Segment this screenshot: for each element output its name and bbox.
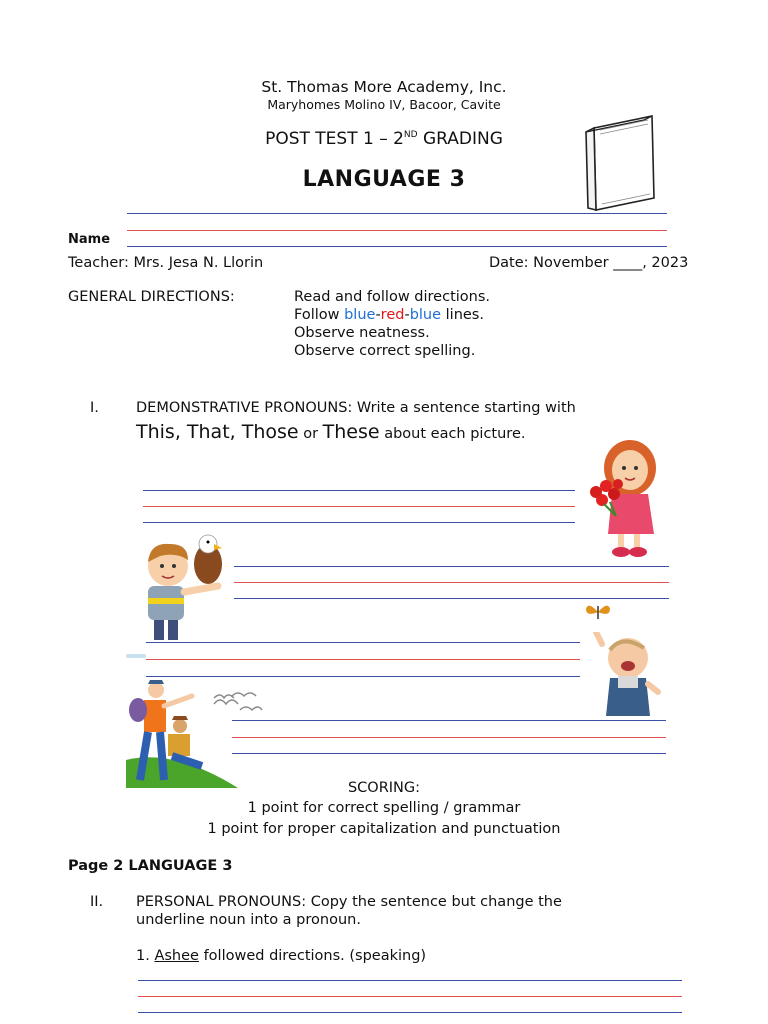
section2-instruction-2: underline noun into a pronoun. [136,912,361,928]
word-red: red [380,307,405,323]
decorative-mark [126,654,146,658]
section1-number: I. [90,400,99,416]
direction-2-prefix: Follow [294,307,345,323]
dash: - [404,307,410,323]
section2-number: II. [90,894,104,910]
directions-label: GENERAL DIRECTIONS: [68,289,235,305]
birds-icon [212,690,264,716]
writing-line-5-top [138,980,682,981]
section2-instruction-1: PERSONAL PRONOUNS: Copy the sentence but change the [136,894,562,910]
test-title-prefix: POST TEST 1 – 2 [265,129,404,149]
subject-title: LANGUAGE 3 [302,167,466,192]
direction-2-suffix: lines. [441,307,484,323]
writing-line-1-middle [143,506,575,507]
page2-heading: Page 2 LANGUAGE 3 [68,858,233,874]
writing-line-4-top [232,720,666,721]
word-blue: blue [409,307,442,323]
laughing-baby-image [592,632,662,718]
underlined-noun: Ashee [154,948,199,964]
school-name: St. Thomas More Academy, Inc. [261,78,507,96]
writing-line-1-top [143,490,575,491]
school-address: Maryhomes Molino IV, Bacoor, Cavite [267,97,501,112]
dash: - [375,307,381,323]
writing-line-5-middle [138,996,682,997]
date-text: Date: November ____, 2023 [489,255,689,271]
name-line-bottom [127,246,667,247]
direction-3: Observe neatness. [294,325,430,341]
name-label: Name [68,232,111,247]
scoring-title: SCORING: [347,780,421,796]
writing-line-3-middle [146,659,580,660]
name-line-top [127,213,667,214]
writing-line-5-bottom [138,1012,682,1013]
writing-line-2-middle [234,582,669,583]
item-1-rest: followed directions. (speaking) [198,948,427,964]
writing-line-4-middle [232,737,666,738]
pronoun-these: These [322,421,380,443]
pronoun-tail: about each picture. [379,426,526,442]
scoring-line-1: 1 point for correct spelling / grammar [247,800,521,816]
pronoun-or: or [298,426,323,442]
teacher-text: Teacher: Mrs. Jesa N. Llorin [68,255,264,271]
direction-1: Read and follow directions. [294,289,491,305]
name-line-middle [127,230,667,231]
direction-4: Observe correct spelling. [294,343,476,359]
writing-line-2-top [234,566,669,567]
test-title-superscript: ND [403,130,418,140]
book-icon [582,110,662,212]
writing-line-4-bottom [232,753,666,754]
writing-line-3-top [146,642,580,643]
item-1-number: 1. [136,948,155,964]
test-title-suffix: GRADING [417,129,503,149]
boy-with-eagle-image [140,532,234,642]
butterfly-icon [584,601,612,623]
section1-instruction: DEMONSTRATIVE PRONOUNS: Write a sentence starting with [136,400,576,416]
word-blue: blue [344,307,376,323]
section1-pronouns [136,421,525,443]
scoring-line-2: 1 point for proper capitalization and punctuation [207,821,561,837]
girl-with-flowers-image [588,438,668,562]
item-1 [136,948,426,964]
direction-2 [294,307,484,323]
pronoun-words: This, That, Those [136,421,299,443]
writing-line-2-bottom [234,598,669,599]
writing-line-1-bottom [143,522,575,523]
